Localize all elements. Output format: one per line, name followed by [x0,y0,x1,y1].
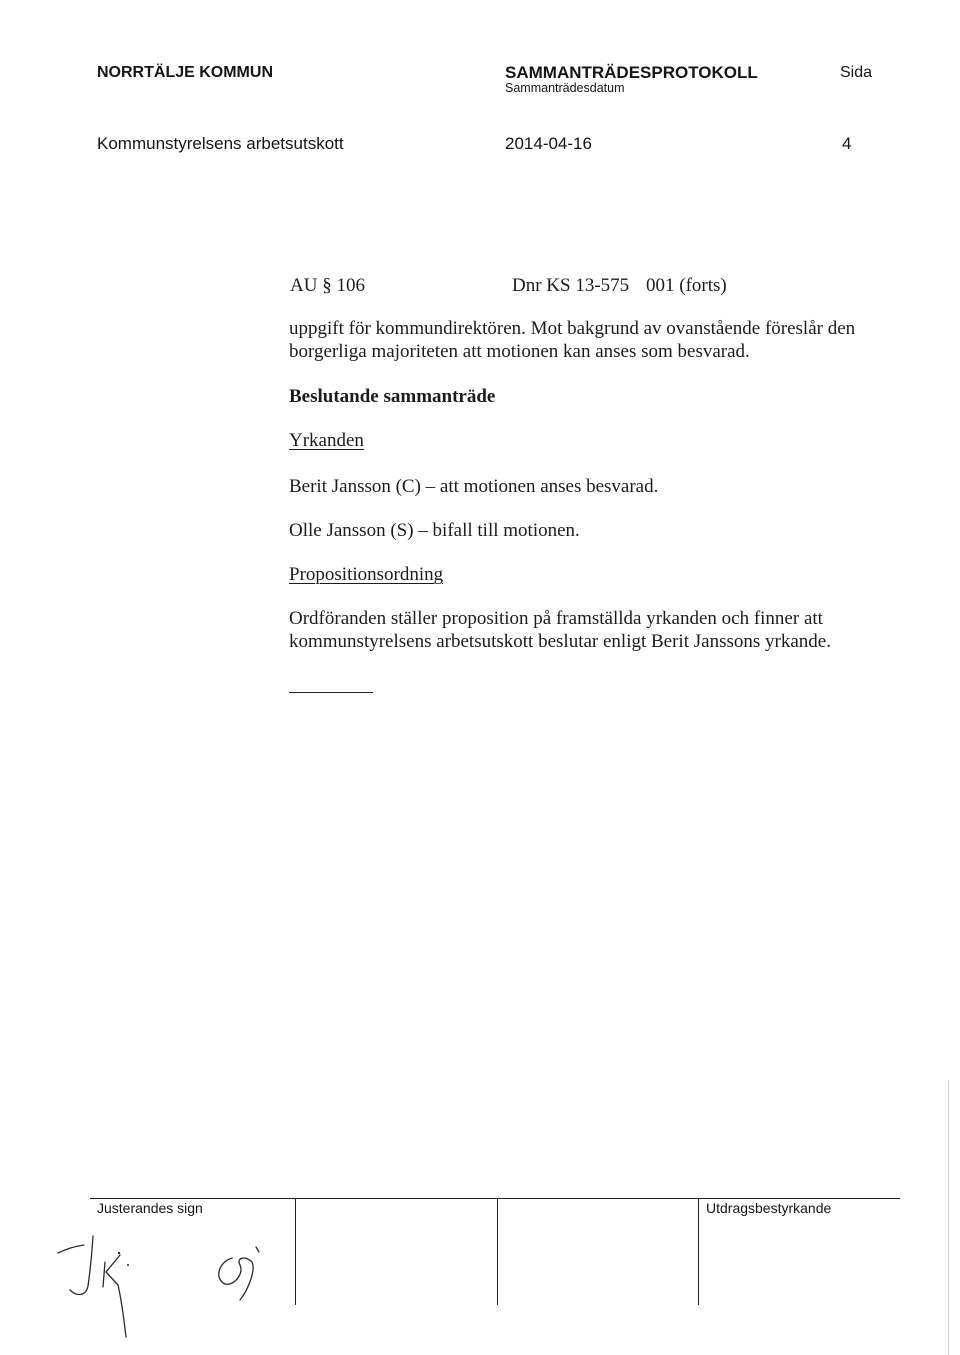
certification-label: Utdragsbestyrkande [706,1200,832,1216]
paragraph-reference: AU § 106 [290,275,365,296]
proposition-heading: Propositionsordning [289,564,444,585]
motions-heading: Yrkanden [289,430,364,451]
case-suffix: 001 (forts) [646,275,727,296]
section-end-rule [289,692,373,693]
date-label: Sammanträdesdatum [505,81,625,95]
meeting-date: 2014-04-16 [505,134,592,153]
intro-line: uppgift för kommundirektören. Mot bakgrund av ovanstående föreslår den [289,318,856,339]
case-number: Dnr KS 13-575 [512,275,630,296]
committee-name: Kommunstyrelsens arbetsutskott [97,134,344,153]
intro-line: borgerliga majoriteten att motionen kan anses som besvarad. [289,341,750,362]
motion-item: Olle Jansson (S) – bifall till motionen. [289,520,580,541]
footer-top-rule [90,1198,900,1199]
proposition-line: kommunstyrelsens arbetsutskott beslutar enligt Berit Janssons yrkande. [289,631,831,652]
handwritten-signature-1 [40,1220,170,1350]
document-type: SAMMANTRÄDESPROTOKOLL [505,63,758,82]
motion-item: Berit Jansson (C) – att motionen anses besvarad. [289,476,659,497]
footer-column-divider [497,1198,498,1305]
footer-column-divider [295,1198,296,1305]
handwritten-signature-2 [200,1240,270,1310]
signature-label: Justerandes sign [97,1200,203,1216]
proposition-line: Ordföranden ställer proposition på framställda yrkanden och finner att [289,608,823,629]
footer-column-divider [698,1198,699,1305]
page-label: Sida [840,64,873,81]
organization-name: NORRTÄLJE KOMMUN [97,64,273,81]
scan-edge-line [948,1080,949,1355]
page-number: 4 [842,134,852,153]
section-heading: Beslutande sammanträde [289,386,496,407]
